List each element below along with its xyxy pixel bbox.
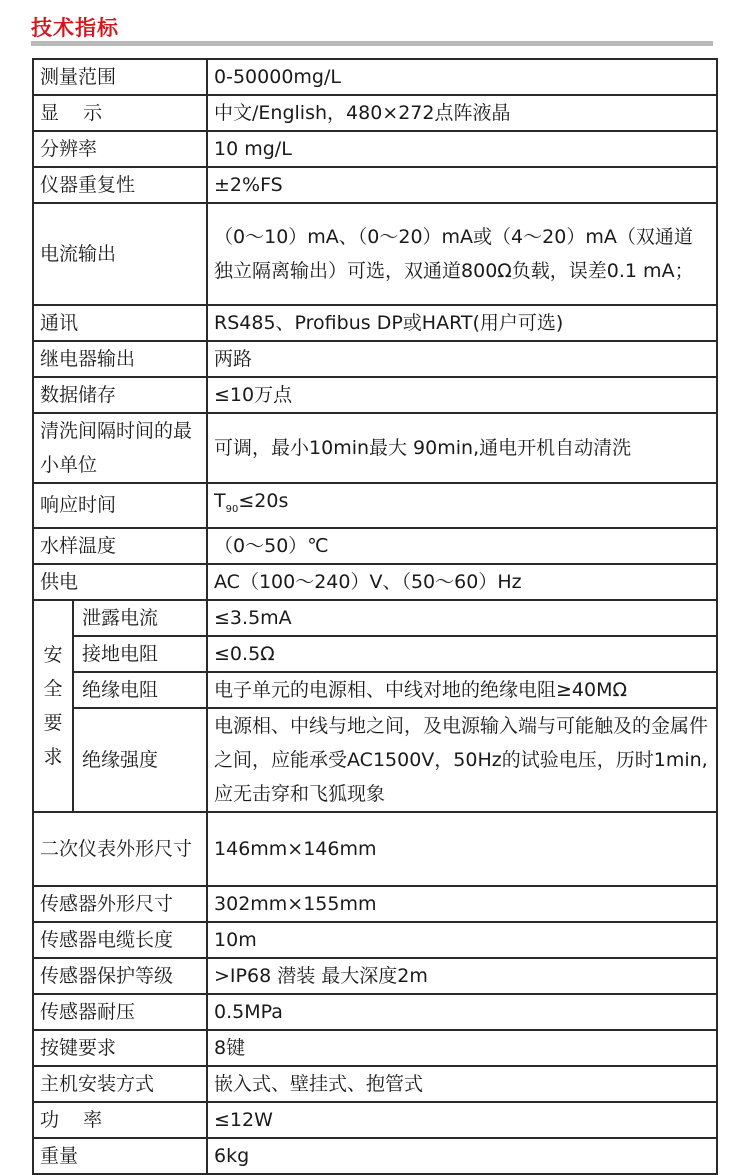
response-symbol: T	[214, 490, 226, 512]
safety-item-value: 电源相、中线与地之间，及电源输入端与可能触及的金属件之间，应能承受AC1500V，50Hz的试验电压，历时1min,应无击穿和飞狐现象	[207, 708, 717, 812]
row-value: 6kg	[207, 1138, 717, 1174]
row-label: 测量范围	[33, 59, 207, 95]
row-label: 响应时间	[33, 483, 207, 528]
safety-item-label: 绝缘电阻	[73, 672, 207, 708]
row-label: 继电器输出	[33, 341, 207, 377]
row-value: 302mm×155mm	[207, 886, 717, 922]
row-value: ±2%FS	[207, 167, 717, 203]
row-label: 水样温度	[33, 528, 207, 564]
row-value: ≤10万点	[207, 377, 717, 413]
response-limit: ≤20s	[238, 490, 289, 512]
row-value: 146mm×146mm	[207, 812, 717, 886]
row-value: 可调，最小10min最大 90min,通电开机自动清洗	[207, 413, 717, 483]
row-label: 分辨率	[33, 131, 207, 167]
row-value: 0.5MPa	[207, 994, 717, 1030]
safety-char: 要	[43, 711, 63, 734]
row-label: 清洗间隔时间的最小单位	[33, 413, 207, 483]
row-label: 显 示	[33, 95, 207, 131]
safety-item-value: ≤0.5Ω	[207, 636, 717, 672]
row-label: 主机安装方式	[33, 1066, 207, 1102]
safety-group-label	[33, 600, 73, 812]
row-value: ≤12W	[207, 1102, 717, 1138]
row-label: 重量	[33, 1138, 207, 1174]
row-value: RS485、Profibus DP或HART(用户可选)	[207, 305, 717, 341]
row-value	[207, 483, 717, 528]
row-label: 供电	[33, 564, 207, 600]
row-label: 电流输出	[33, 203, 207, 305]
safety-item-value: ≤3.5mA	[207, 600, 717, 636]
row-value: 10 mg/L	[207, 131, 717, 167]
title-divider	[31, 41, 713, 46]
row-value: 0-50000mg/L	[207, 59, 717, 95]
safety-item-value: 电子单元的电源相、中线对地的绝缘电阻≥40MΩ	[207, 672, 717, 708]
row-value: 嵌入式、壁挂式、抱管式	[207, 1066, 717, 1102]
section-title: 技术指标	[31, 16, 119, 40]
row-label: 传感器耐压	[33, 994, 207, 1030]
response-subscript: 90	[225, 503, 239, 515]
row-label: 仪器重复性	[33, 167, 207, 203]
row-value: （0～10）mA、（0～20）mA或（4～20）mA（双通道独立隔离输出）可选，双通道800Ω负载，误差0.1 mA；	[207, 203, 717, 305]
row-value: 两路	[207, 341, 717, 377]
spec-table	[32, 58, 718, 1175]
safety-char: 全	[43, 677, 63, 700]
row-value: 10m	[207, 922, 717, 958]
row-label: 按键要求	[33, 1030, 207, 1066]
safety-item-label: 接地电阻	[73, 636, 207, 672]
row-label: 数据储存	[33, 377, 207, 413]
row-value: （0～50）℃	[207, 528, 717, 564]
row-value: AC（100～240）V、（50～60）Hz	[207, 564, 717, 600]
row-value: >IP68 潜装 最大深度2m	[207, 958, 717, 994]
row-label: 二次仪表外形尺寸	[33, 812, 207, 886]
row-label: 传感器外形尺寸	[33, 886, 207, 922]
safety-char: 求	[43, 745, 63, 768]
row-value: 8键	[207, 1030, 717, 1066]
row-value: 中文/English，480×272点阵液晶	[207, 95, 717, 131]
row-label: 传感器保护等级	[33, 958, 207, 994]
safety-item-label: 绝缘强度	[73, 708, 207, 812]
row-label: 通讯	[33, 305, 207, 341]
safety-char: 安	[43, 643, 63, 666]
row-label: 传感器电缆长度	[33, 922, 207, 958]
row-label: 功 率	[33, 1102, 207, 1138]
safety-item-label: 泄露电流	[73, 600, 207, 636]
